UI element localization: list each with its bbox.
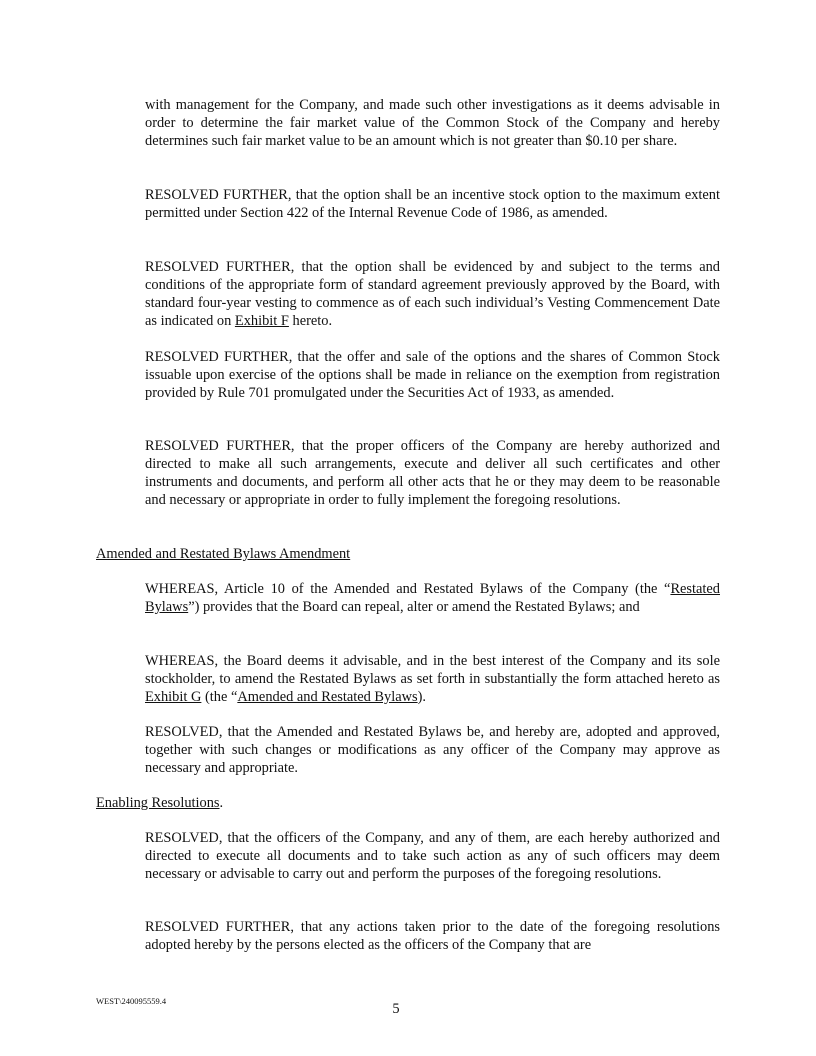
exhibit-f-reference: Exhibit F [234,313,289,329]
paragraph-text: WHEREAS, the Board deems it advisable, and in the best interest of the Company and its sole stockholder, to amend the Restated Bylaws as set forth in substantially the form attached hereto as [145,653,720,687]
restated-bylaws-term: Restated Bylaws [145,581,720,615]
section-heading-enabling-resolutions [96,794,223,812]
paragraph-text: ). [417,689,426,705]
paragraph-option-agreement [145,258,720,330]
heading-suffix: . [219,795,224,811]
page-number: 5 [392,1001,400,1017]
paragraph-resolved-bylaws-adopted: RESOLVED, that the Amended and Restated Bylaws be, and hereby are, adopted and approved, together with such changes or modifications as any officer of the Company may approve as necessary and appropriate. [145,724,720,776]
paragraph-incentive-stock-option: RESOLVED FURTHER, that the option shall be an incentive stock option to the maximum extent permitted under Section 422 of the Internal Revenue Code of 1986, as amended. [145,187,720,221]
paragraph-text: RESOLVED FURTHER, that the option shall be evidenced by and subject to the terms and conditions of the appropriate form of standard agreement previously approved by the Board, with standard four-year vesting to commence as of each such individual’s Vesting Commencement Date as indicated on [145,259,720,329]
paragraph-resolved-officers: RESOLVED, that the officers of the Company, and any of them, are each hereby authorized and directed to execute all documents and to take such action as any of such officers may deem necessary or advisable to carry out and perform the purposes of the foregoing resolutions. [145,830,720,882]
paragraph-whereas-article-10 [145,580,720,616]
paragraph-whereas-board-deems [145,652,720,706]
heading-text: Enabling Resolutions [96,795,220,811]
paragraph-rule-701: RESOLVED FURTHER, that the offer and sale of the options and the shares of Common Stock issuable upon exercise of the options shall be made in reliance on the exemption from registration provided by Rule 701 promulgated under the Securities Act of 1933, as amended. [145,349,720,401]
paragraph-resolved-prior-actions: RESOLVED FURTHER, that any actions taken prior to the date of the foregoing resolutions adopted hereby by the persons elected as the officers of the Company that are [145,919,720,953]
exhibit-g-reference: Exhibit G [145,689,202,705]
amended-restated-bylaws-term: Amended and Restated Bylaws [237,689,418,705]
paragraph-fair-market-value: with management for the Company, and made such other investigations as it deems advisable in order to determine the fair market value of the Common Stock of the Company and hereby determines such fair market value to be an amount which is not greater than $0.10 per share. [145,97,720,149]
paragraph-text: hereto. [288,313,333,329]
paragraph-text: (the “ [201,689,238,705]
section-heading-bylaws-amendment: Amended and Restated Bylaws Amendment [96,546,351,562]
document-id: WEST\240095559.4 [96,996,167,1006]
paragraph-text: WHEREAS, Article 10 of the Amended and Restated Bylaws of the Company (the “ [145,581,671,597]
paragraph-officers-authorized: RESOLVED FURTHER, that the proper officers of the Company are hereby authorized and directed to make all such arrangements, execute and deliver all such certificates and other instruments and documents, and perform all other acts that he or they may deem to be reasonable and necessary or appropriate in order to fully implement the foregoing resolutions. [145,438,720,508]
paragraph-text: ”) provides that the Board can repeal, alter or amend the Restated Bylaws; and [188,599,640,615]
